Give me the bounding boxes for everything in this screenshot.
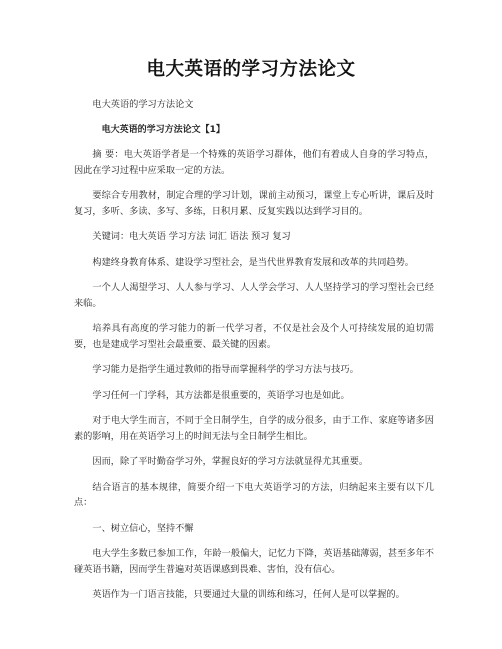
paragraph: 要综合专用教材，制定合理的学习计划，课前主动预习，课堂上专心听讲，课后及时复习，多听、多读、多写、多练，日积月累、反复实践以达到学习目的。 [74, 190, 434, 217]
paragraph: 一个人人渴望学习、人人参与学习、人人学会学习、人人坚持学习的学习型社会已经来临。 [74, 282, 434, 309]
paragraph: 构建终身教育体系、建设学习型社会，是当代世界教育发展和改革的共同趋势。 [92, 256, 414, 268]
subsection-heading: 一、树立信心，坚持不懈 [92, 522, 194, 534]
paragraph: 结合语言的基本规律，简要介绍一下电大英语学习的方法，归纳起来主要有以下几点： [74, 481, 434, 508]
document-title: 电大英语的学习方法论文 [146, 59, 356, 80]
paragraph: 学习能力是指学生通过教师的指导而掌握科学的学习方法与技巧。 [92, 364, 359, 375]
paragraph: 学习任何一门学科，其方法都是很重要的，英语学习也是如此。 [92, 389, 350, 401]
paragraph: 英语作为一门语言技能，只要通过大量的训练和练习，任何人是可以掌握的。 [92, 589, 405, 600]
paragraph: 电大学生多数已参加工作，年龄一般偏大，记忆力下降，英语基础薄弱，甚至多年不碰英语书籍，因而学生普遍对英语课感到畏难、害怕，没有信心。 [74, 548, 434, 575]
document-body [74, 97, 434, 613]
paragraph: 对于电大学生而言，不同于全日制学生，自学的成分很多，由于工作、家庭等诸多因素的影响，用在英语学习上的时间无法与全日制学生相比。 [74, 415, 434, 442]
document-subtitle: 电大英语的学习方法论文 [92, 99, 194, 110]
abstract-paragraph: 摘 要：电大英语学者是一个特殊的英语学习群体，他们有着成人自身的学习特点，因此在学习过程中应采取一定的方法。 [74, 149, 434, 176]
paragraph: 因而，除了平时勤奋学习外，掌握良好的学习方法就显得尤其重要。 [92, 456, 369, 467]
paragraph: 培养具有高度的学习能力的新一代学习者，不仅是社会及个人可持续发展的迫切需要，也是建成学习型社会最重要、最关键的因素。 [74, 323, 434, 350]
keywords-paragraph: 关键词：电大英语 学习方法 词汇 语法 预习 复习 [92, 231, 291, 242]
section-heading: 电大英语的学习方法论文【1】 [101, 124, 225, 135]
